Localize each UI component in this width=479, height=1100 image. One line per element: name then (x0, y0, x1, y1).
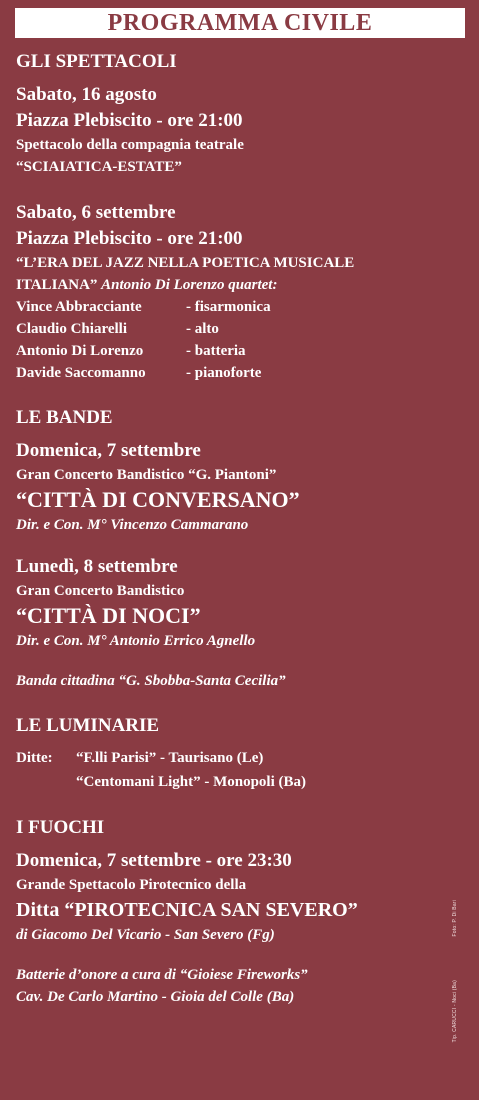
event-date: Domenica, 7 settembre - ore 23:30 (16, 850, 292, 871)
event-title: “SCIAIATICA-ESTATE” (16, 159, 182, 175)
performer-role: - fisarmonica (186, 299, 271, 315)
fireworks-firm: Ditta “PIROTECNICA SAN SEVERO” (16, 899, 358, 921)
firm-entry: “F.lli Parisi” - Taurisano (Le) (76, 750, 264, 766)
lighting-firms (16, 746, 446, 794)
section-heading-bande: LE BANDE (16, 407, 113, 428)
event-date: Sabato, 16 agosto (16, 84, 157, 105)
event-description: Grande Spettacolo Pirotecnico della (16, 877, 247, 893)
firm-entry: “Centomani Light” - Monopoli (Ba) (76, 774, 307, 790)
honor-batteries: Batterie d’onore a cura di “Gioiese Fireworks” (16, 967, 308, 983)
event-date: Lunedì, 8 settembre (16, 556, 178, 577)
citizen-band: Banda cittadina “G. Sbobba-Santa Cecilia” (16, 673, 286, 689)
program-content (16, 50, 446, 1008)
band-name: “CITTÀ DI NOCI” (16, 603, 201, 628)
event-place: Piazza Plebiscito - ore 21:00 (16, 228, 243, 249)
event-title-continued (16, 274, 446, 296)
event-description: Spettacolo della compagnia teatrale (16, 137, 244, 153)
performer-roster (16, 296, 446, 384)
event-title: “L’ERA DEL JAZZ NELLA POETICA MUSICALE (16, 255, 355, 271)
section-heading-luminarie: LE LUMINARIE (16, 715, 160, 736)
section-heading-spettacoli: GLI SPETTACOLI (16, 51, 177, 72)
event-description: Gran Concerto Bandistico (16, 583, 185, 599)
honor-batteries-owner: Cav. De Carlo Martino - Gioia del Colle (Ba) (16, 989, 295, 1005)
performer-name: Antonio Di Lorenzo (16, 343, 144, 359)
firms-label: Ditte: (16, 750, 53, 766)
event-description: Gran Concerto Bandistico “G. Piantoni” (16, 467, 277, 483)
performer-role: - alto (186, 321, 219, 337)
event-date: Sabato, 6 settembre (16, 202, 176, 223)
event-date: Domenica, 7 settembre (16, 440, 201, 461)
performer-group: Antonio Di Lorenzo quartet: (101, 277, 278, 293)
performer-name: Vince Abbracciante (16, 299, 142, 315)
page-title: PROGRAMMA CIVILE (15, 8, 465, 38)
event-title-end: ITALIANA” (16, 277, 102, 293)
print-credit: Tip. CARUCCI - Noci (Ba) (452, 980, 458, 1043)
performer-role: - pianoforte (186, 365, 262, 381)
band-director: Dir. e Con. M° Antonio Errico Agnello (16, 633, 256, 649)
fireworks-owner: di Giacomo Del Vicario - San Severo (Fg) (16, 927, 275, 943)
performer-name: Davide Saccomanno (16, 365, 146, 381)
section-heading-fuochi: I FUOCHI (16, 817, 105, 838)
photo-credit: Foto: P. Di Bari (452, 900, 458, 937)
performer-role: - batteria (186, 343, 246, 359)
band-director: Dir. e Con. M° Vincenzo Cammarano (16, 517, 249, 533)
band-name: “CITTÀ DI CONVERSANO” (16, 487, 300, 512)
performer-name: Claudio Chiarelli (16, 321, 127, 337)
event-place: Piazza Plebiscito - ore 21:00 (16, 110, 243, 131)
